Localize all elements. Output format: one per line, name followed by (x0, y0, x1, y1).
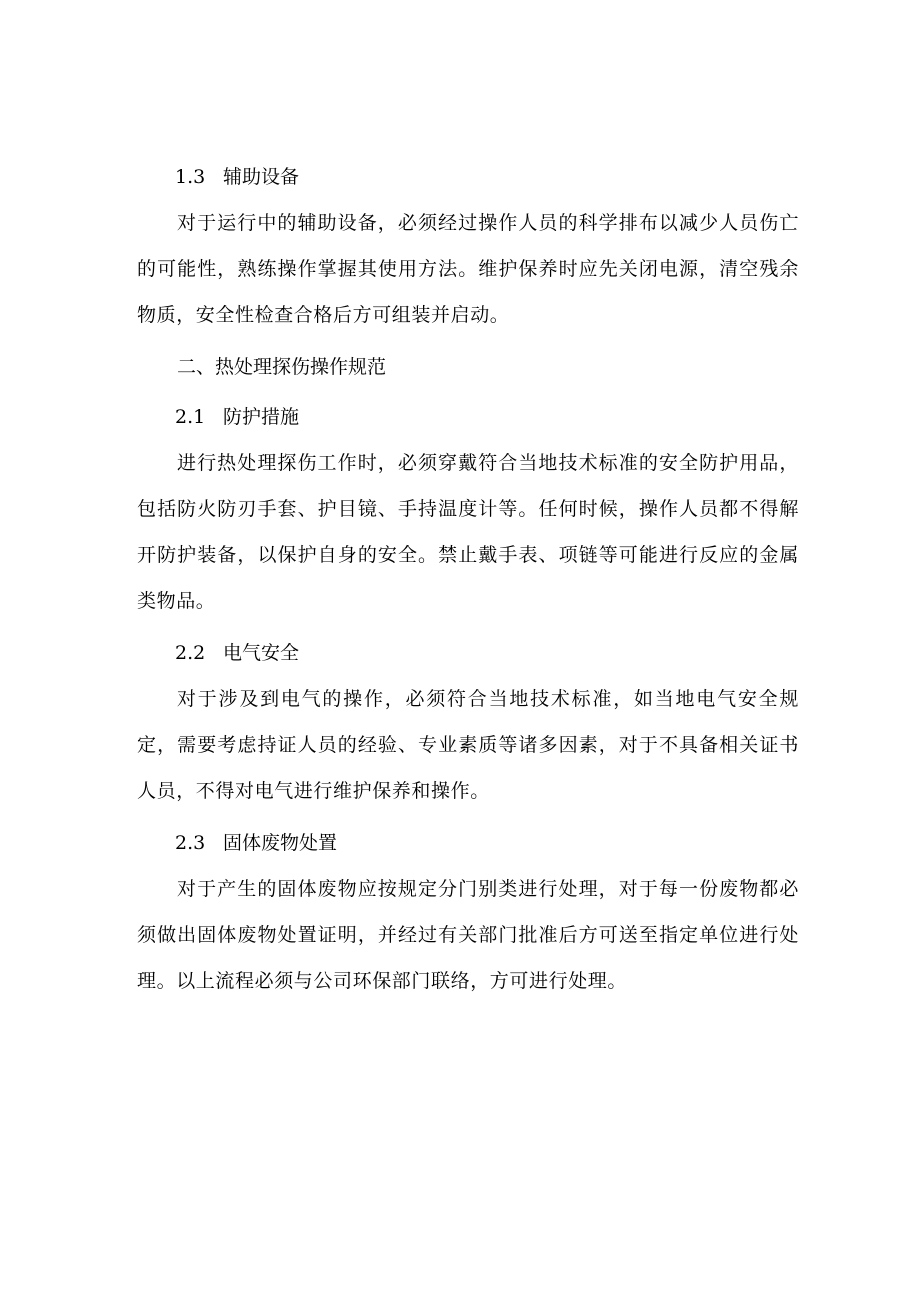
paragraph-electrical-safety: 对于涉及到电气的操作，必须符合当地技术标准，如当地电气安全规定，需要考虑持证人员的经验、专业素质等诸多因素，对于不具备相关证书人员，不得对电气进行维护保养和操作。 (137, 688, 799, 802)
section-title-heat-treatment: 二、热处理探伤操作规范 (177, 356, 387, 378)
heading-number: 2.1 (175, 406, 206, 428)
heading-number: 2.3 (175, 832, 206, 854)
paragraph-protective-measures: 进行热处理探伤工作时，必须穿戴符合当地技术标准的安全防护用品，包括防火防刃手套、护目镜、手持温度计等。任何时候，操作人员都不得解开防护装备，以保护自身的安全。禁止戴手表、项链等可能进行反应的金属类物品。 (137, 452, 799, 612)
heading-2-2 (137, 630, 799, 676)
heading-2-1 (137, 394, 799, 440)
heading-number: 2.2 (175, 642, 206, 664)
heading-title: 辅助设备 (223, 166, 300, 188)
heading-title: 防护措施 (223, 406, 300, 428)
heading-2-3 (137, 820, 799, 866)
document-page (137, 154, 799, 1010)
heading-title: 电气安全 (223, 642, 300, 664)
heading-title: 固体废物处置 (223, 832, 338, 854)
heading-1-3 (137, 154, 799, 200)
heading-number: 1.3 (175, 166, 206, 188)
paragraph-auxiliary-equipment: 对于运行中的辅助设备，必须经过操作人员的科学排布以减少人员伤亡的可能性，熟练操作掌握其使用方法。维护保养时应先关闭电源，清空残余物质，安全性检查合格后方可组装并启动。 (137, 212, 799, 326)
paragraph-solid-waste: 对于产生的固体废物应按规定分门别类进行处理，对于每一份废物都必须做出固体废物处置证明，并经过有关部门批准后方可送至指定单位进行处理。以上流程必须与公司环保部门联络，方可进行处理。 (137, 878, 799, 992)
